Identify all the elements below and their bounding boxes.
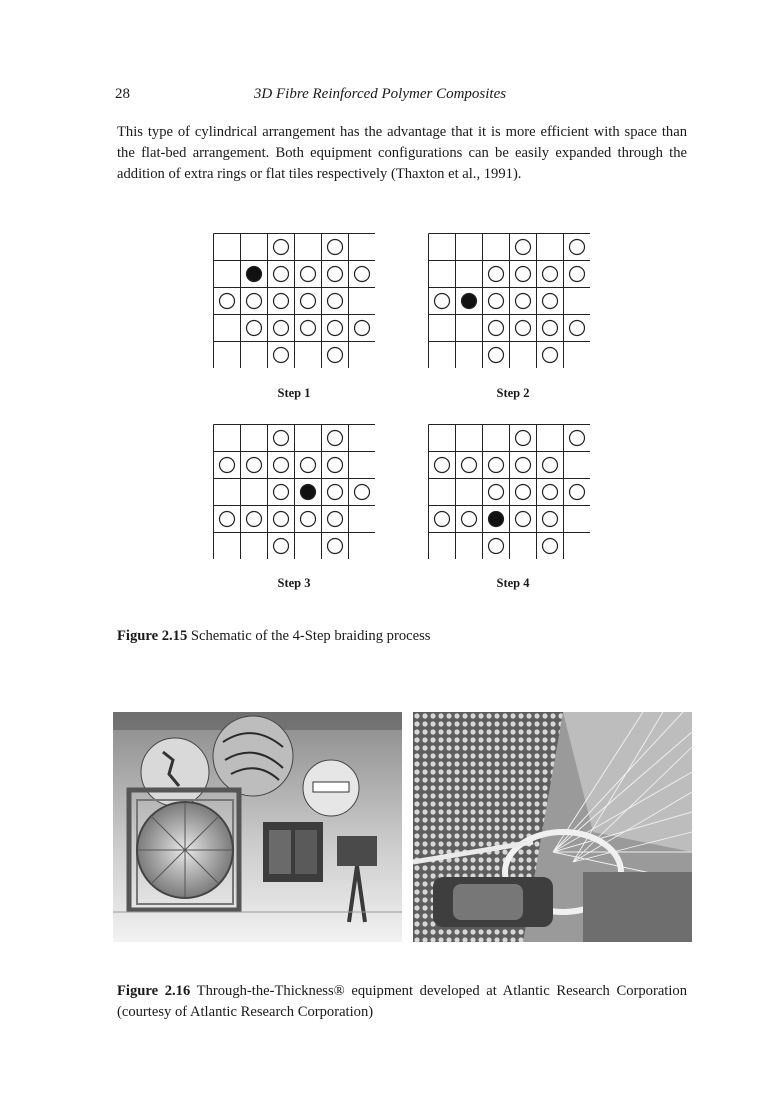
carrier (570, 485, 585, 500)
carrier (516, 512, 531, 527)
carrier (543, 458, 558, 473)
figure-2-15-caption (117, 626, 687, 647)
carrier (274, 539, 289, 554)
braid-grid-step-1 (213, 233, 375, 368)
carrier (462, 458, 477, 473)
carrier (274, 321, 289, 336)
carrier (301, 267, 316, 282)
carrier (489, 485, 504, 500)
carrier (301, 512, 316, 527)
carrier (435, 294, 450, 309)
carrier (301, 321, 316, 336)
grid-svg (428, 424, 590, 559)
carrier (328, 267, 343, 282)
figure-2-16-caption (117, 981, 687, 1023)
carrier (543, 348, 558, 363)
caption-label: Figure 2.16 (117, 983, 191, 999)
carrier (274, 348, 289, 363)
carrier (543, 539, 558, 554)
grid-svg (428, 233, 590, 368)
carrier (247, 294, 262, 309)
caption-text: Schematic of the 4-Step braiding process (187, 628, 431, 644)
carrier (328, 348, 343, 363)
carrier (489, 458, 504, 473)
carrier (462, 512, 477, 527)
carrier (274, 458, 289, 473)
carrier (516, 458, 531, 473)
carrier (355, 485, 370, 500)
carrier (220, 458, 235, 473)
carrier (355, 321, 370, 336)
carrier (516, 321, 531, 336)
equipment-photo-right (413, 712, 692, 942)
carrier (516, 431, 531, 446)
carrier (543, 512, 558, 527)
tracked-carrier (489, 512, 504, 527)
carrier (220, 512, 235, 527)
carrier (543, 321, 558, 336)
carrier (328, 294, 343, 309)
carrier (328, 539, 343, 554)
carrier (570, 321, 585, 336)
carrier (220, 294, 235, 309)
carrier (570, 431, 585, 446)
carrier (274, 240, 289, 255)
step-label-4: Step 4 (496, 576, 530, 590)
carrier (274, 485, 289, 500)
carrier (516, 267, 531, 282)
carrier (328, 485, 343, 500)
page-number: 28 (115, 86, 130, 102)
carrier (274, 294, 289, 309)
running-title: 3D Fibre Reinforced Polymer Composites (253, 86, 507, 102)
carrier (435, 512, 450, 527)
caption-label: Figure 2.15 (117, 628, 188, 644)
carrier (301, 294, 316, 309)
carrier (489, 294, 504, 309)
carrier (543, 485, 558, 500)
step-label-2: Step 2 (496, 386, 530, 400)
equipment-photo-left (113, 712, 402, 942)
caption-text: Through-the-Thickness® equipment developed at Atlantic Research Corporation (courtesy of Atlantic Research Corporation) (117, 983, 687, 1020)
carrier (301, 458, 316, 473)
carrier (328, 458, 343, 473)
carrier (247, 512, 262, 527)
carrier (543, 267, 558, 282)
carrier (328, 240, 343, 255)
carrier (355, 267, 370, 282)
braid-grid-step-2 (428, 233, 590, 368)
carrier (489, 267, 504, 282)
carrier (543, 294, 558, 309)
carrier (274, 267, 289, 282)
grid-svg (213, 233, 375, 368)
carrier (489, 321, 504, 336)
braid-grid-step-4 (428, 424, 590, 559)
carrier (274, 431, 289, 446)
tracked-carrier (301, 485, 316, 500)
carrier (328, 321, 343, 336)
carrier (516, 240, 531, 255)
carrier (328, 512, 343, 527)
carrier (516, 485, 531, 500)
carrier (489, 348, 504, 363)
carrier (328, 431, 343, 446)
grid-svg (213, 424, 375, 559)
carrier (570, 240, 585, 255)
tracked-carrier (247, 267, 262, 282)
carrier (247, 458, 262, 473)
body-paragraph: This type of cylindrical arrangement has the advantage that it is more efficient with space than the flat-bed arrangement. Both equipment configurations can be easily expanded through the addition of extra rings or flat tiles respectively (Thaxton et al., 1991). (117, 124, 687, 182)
step-label-3: Step 3 (277, 576, 311, 590)
tracked-carrier (462, 294, 477, 309)
step-label-1: Step 1 (277, 386, 311, 400)
braid-grid-step-3 (213, 424, 375, 559)
carrier (247, 321, 262, 336)
carrier (274, 512, 289, 527)
carrier (516, 294, 531, 309)
carrier (489, 539, 504, 554)
carrier (570, 267, 585, 282)
carrier (435, 458, 450, 473)
